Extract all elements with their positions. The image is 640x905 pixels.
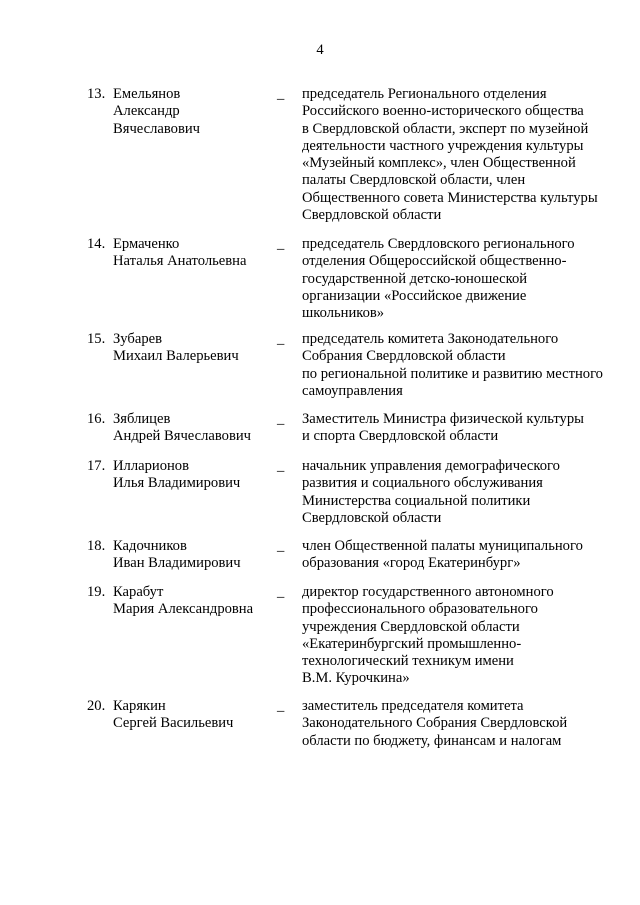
member-name-line: Иван Владимирович bbox=[113, 555, 241, 572]
member-position-line: Собрания Свердловской области bbox=[302, 348, 506, 365]
member-name-line: Зубарев bbox=[113, 331, 162, 347]
member-position bbox=[302, 86, 632, 224]
member-position-line: начальник управления демографического bbox=[302, 458, 560, 474]
member-position-line: Заместитель Министра физической культуры bbox=[302, 411, 584, 427]
member-position-line: учреждения Свердловской области bbox=[302, 618, 520, 635]
dash-separator: _ bbox=[277, 236, 285, 252]
member-name-line: Зяблицев bbox=[113, 411, 171, 427]
member-position-line: Общественного совета Министерства культуры bbox=[302, 189, 598, 206]
member-position-line: директор государственного автономного bbox=[302, 584, 554, 600]
member-name bbox=[113, 698, 233, 733]
member-position-line: председатель Свердловского регионального bbox=[302, 236, 575, 252]
member-name-line: Карякин bbox=[113, 698, 166, 714]
member-position-line: заместитель председателя комитета bbox=[302, 698, 524, 714]
entry-number: 15. bbox=[87, 331, 106, 347]
member-name-line: Илларионов bbox=[113, 458, 189, 474]
member-position bbox=[302, 538, 632, 573]
member-position-line: государственной детско-юношеской bbox=[302, 270, 528, 287]
member-position bbox=[302, 458, 632, 527]
member-position-line: «Музейный комплекс», член Общественной bbox=[302, 155, 576, 172]
member-position-line: палаты Свердловской области, член bbox=[302, 172, 526, 189]
member-position-line: технологический техникум имени bbox=[302, 653, 514, 670]
dash-separator: _ bbox=[277, 538, 285, 554]
member-position-line: области по бюджету, финансам и налогам bbox=[302, 732, 562, 749]
member-position-line: по региональной политике и развитию местного bbox=[302, 365, 603, 382]
member-position bbox=[302, 584, 632, 688]
member-name-line: Наталья Анатольевна bbox=[113, 253, 247, 270]
member-name-line: Андрей Вячеславович bbox=[113, 428, 251, 445]
member-name bbox=[113, 86, 200, 138]
entry-number: 17. bbox=[87, 458, 106, 474]
entry-number: 13. bbox=[87, 86, 106, 102]
entry-number: 16. bbox=[87, 411, 106, 427]
member-name-line: Ермаченко bbox=[113, 236, 180, 252]
member-position-line: Свердловской области bbox=[302, 509, 442, 526]
page-number: 4 bbox=[316, 42, 324, 58]
member-name-line: Карабут bbox=[113, 584, 164, 600]
member-position-line: председатель комитета Законодательного bbox=[302, 331, 559, 347]
member-name bbox=[113, 584, 253, 619]
dash-separator: _ bbox=[277, 698, 285, 714]
member-position bbox=[302, 236, 632, 322]
member-name bbox=[113, 236, 246, 271]
member-position-line: профессионального образовательного bbox=[302, 601, 538, 618]
member-position-line: В.М. Курочкина» bbox=[302, 670, 410, 687]
member-position-line: самоуправления bbox=[302, 382, 403, 399]
member-position-line: Министерства социальной политики bbox=[302, 492, 531, 509]
member-name bbox=[113, 411, 251, 446]
member-name-line: Мария Александровна bbox=[113, 601, 254, 618]
entry-number: 20. bbox=[87, 698, 106, 714]
member-position-line: Законодательного Собрания Свердловской bbox=[302, 715, 568, 732]
member-position-line: «Екатеринбургский промышленно- bbox=[302, 635, 522, 652]
entry-number: 19. bbox=[87, 584, 106, 600]
member-position bbox=[302, 698, 632, 750]
member-name bbox=[113, 331, 239, 366]
member-position bbox=[302, 411, 632, 446]
member-position-line: Свердловской области bbox=[302, 207, 442, 224]
dash-separator: _ bbox=[277, 411, 285, 427]
member-position bbox=[302, 331, 632, 400]
member-name-line: Сергей Васильевич bbox=[113, 715, 234, 732]
dash-separator: _ bbox=[277, 584, 285, 600]
member-name-line: Илья Владимирович bbox=[113, 475, 241, 492]
member-name-line: Емельянов bbox=[113, 86, 181, 102]
member-position-line: председатель Регионального отделения bbox=[302, 86, 547, 102]
member-position-line: в Свердловской области, эксперт по музейной bbox=[302, 120, 589, 137]
member-position-line: деятельности частного учреждения культуры bbox=[302, 137, 584, 154]
member-name-line: Кадочников bbox=[113, 538, 187, 554]
entry-number: 18. bbox=[87, 538, 106, 554]
member-position-line: образования «город Екатеринбург» bbox=[302, 555, 521, 572]
member-name bbox=[113, 538, 241, 573]
member-name-line: Михаил Валерьевич bbox=[113, 348, 239, 365]
member-position-line: развития и социального обслуживания bbox=[302, 475, 543, 492]
member-position-line: член Общественной палаты муниципального bbox=[302, 538, 583, 554]
dash-separator: _ bbox=[277, 331, 285, 347]
member-position-line: школьников» bbox=[302, 305, 385, 322]
member-position-line: отделения Общероссийской общественно- bbox=[302, 253, 567, 270]
member-position-line: и спорта Свердловской области bbox=[302, 428, 499, 445]
dash-separator: _ bbox=[277, 458, 285, 474]
member-name-line: Вячеславович bbox=[113, 120, 200, 137]
member-name bbox=[113, 458, 240, 493]
entry-number: 14. bbox=[87, 236, 106, 252]
member-position-line: организации «Российское движение bbox=[302, 287, 527, 304]
member-name-line: Александр bbox=[113, 103, 180, 120]
dash-separator: _ bbox=[277, 86, 285, 102]
member-position-line: Российского военно-исторического общества bbox=[302, 103, 584, 120]
